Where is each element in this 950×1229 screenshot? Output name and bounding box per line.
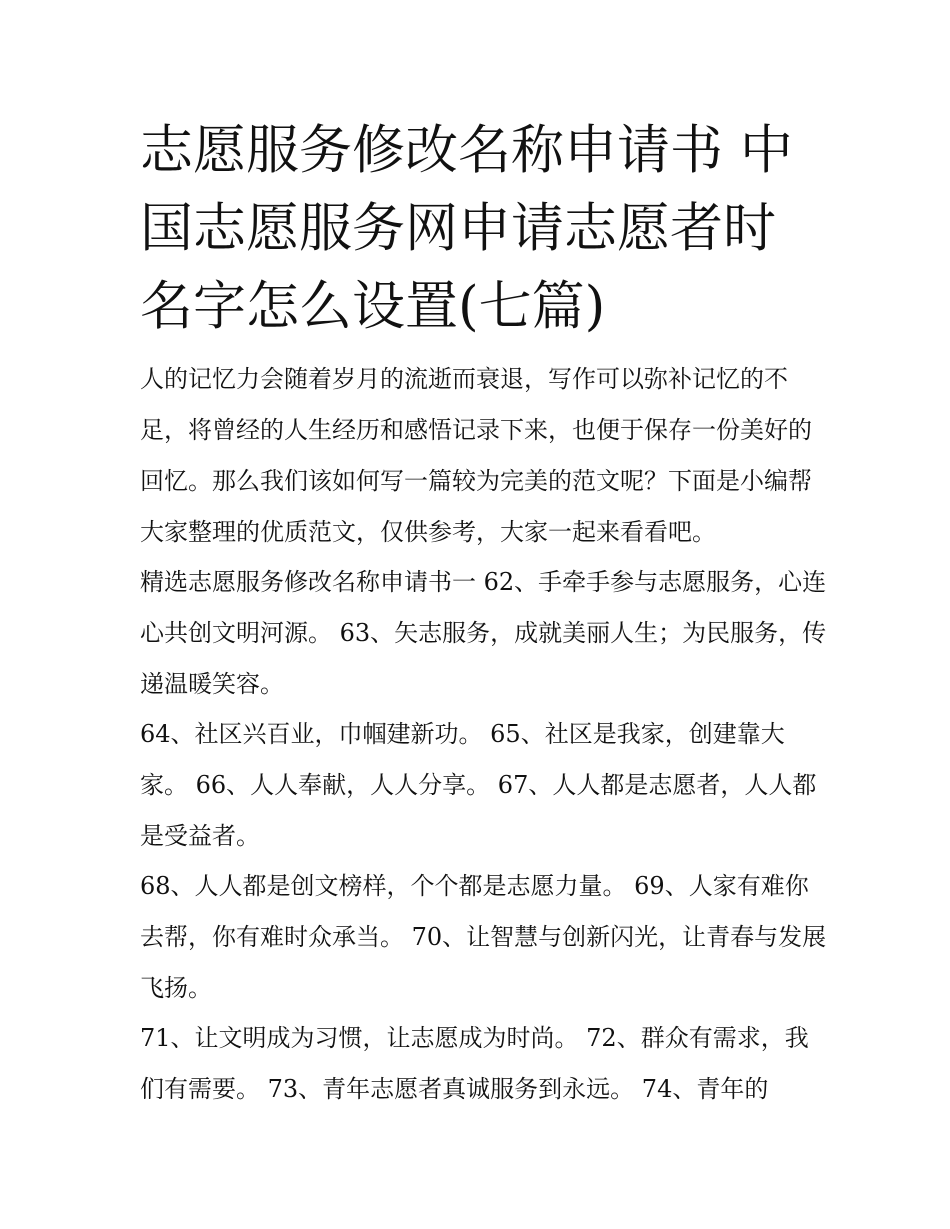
intro-paragraph: 人的记忆力会随着岁月的流逝而衰退，写作可以弥补记忆的不足，将曾经的人生经历和感悟记录下来，也便于保存一份美好的回忆。那么我们该如何写一篇较为完美的范文呢？下面是小编帮大家整理的优质范文，仅供参考，大家一起来看看吧。 — [140, 365, 812, 546]
body-paragraph: 68、人人都是创文榜样，个个都是志愿力量。 69、人家有难你去帮，你有难时众承当。 70、让智慧与创新闪光，让青春与发展飞扬。 — [140, 872, 827, 1002]
body-paragraph: 64、社区兴百业，巾帼建新功。 65、社区是我家，创建靠大家。 66、人人奉献，人人分享。 67、人人都是志愿者，人人都是受益者。 — [140, 720, 817, 850]
body-paragraph: 71、让文明成为习惯，让志愿成为时尚。 72、群众有需求，我们有需要。 73、青年志愿者真诚服务到永远。 74、青年的 — [140, 1024, 809, 1103]
body-paragraph: 精选志愿服务修改名称申请书一 62、手牵手参与志愿服务，心连心共创文明河源。 63、矢志服务，成就美丽人生；为民服务，传递温暖笑容。 — [140, 568, 827, 698]
document-title: 志愿服务修改名称申请书 中国志愿服务网申请志愿者时名字怎么设置(七篇) — [140, 120, 793, 337]
